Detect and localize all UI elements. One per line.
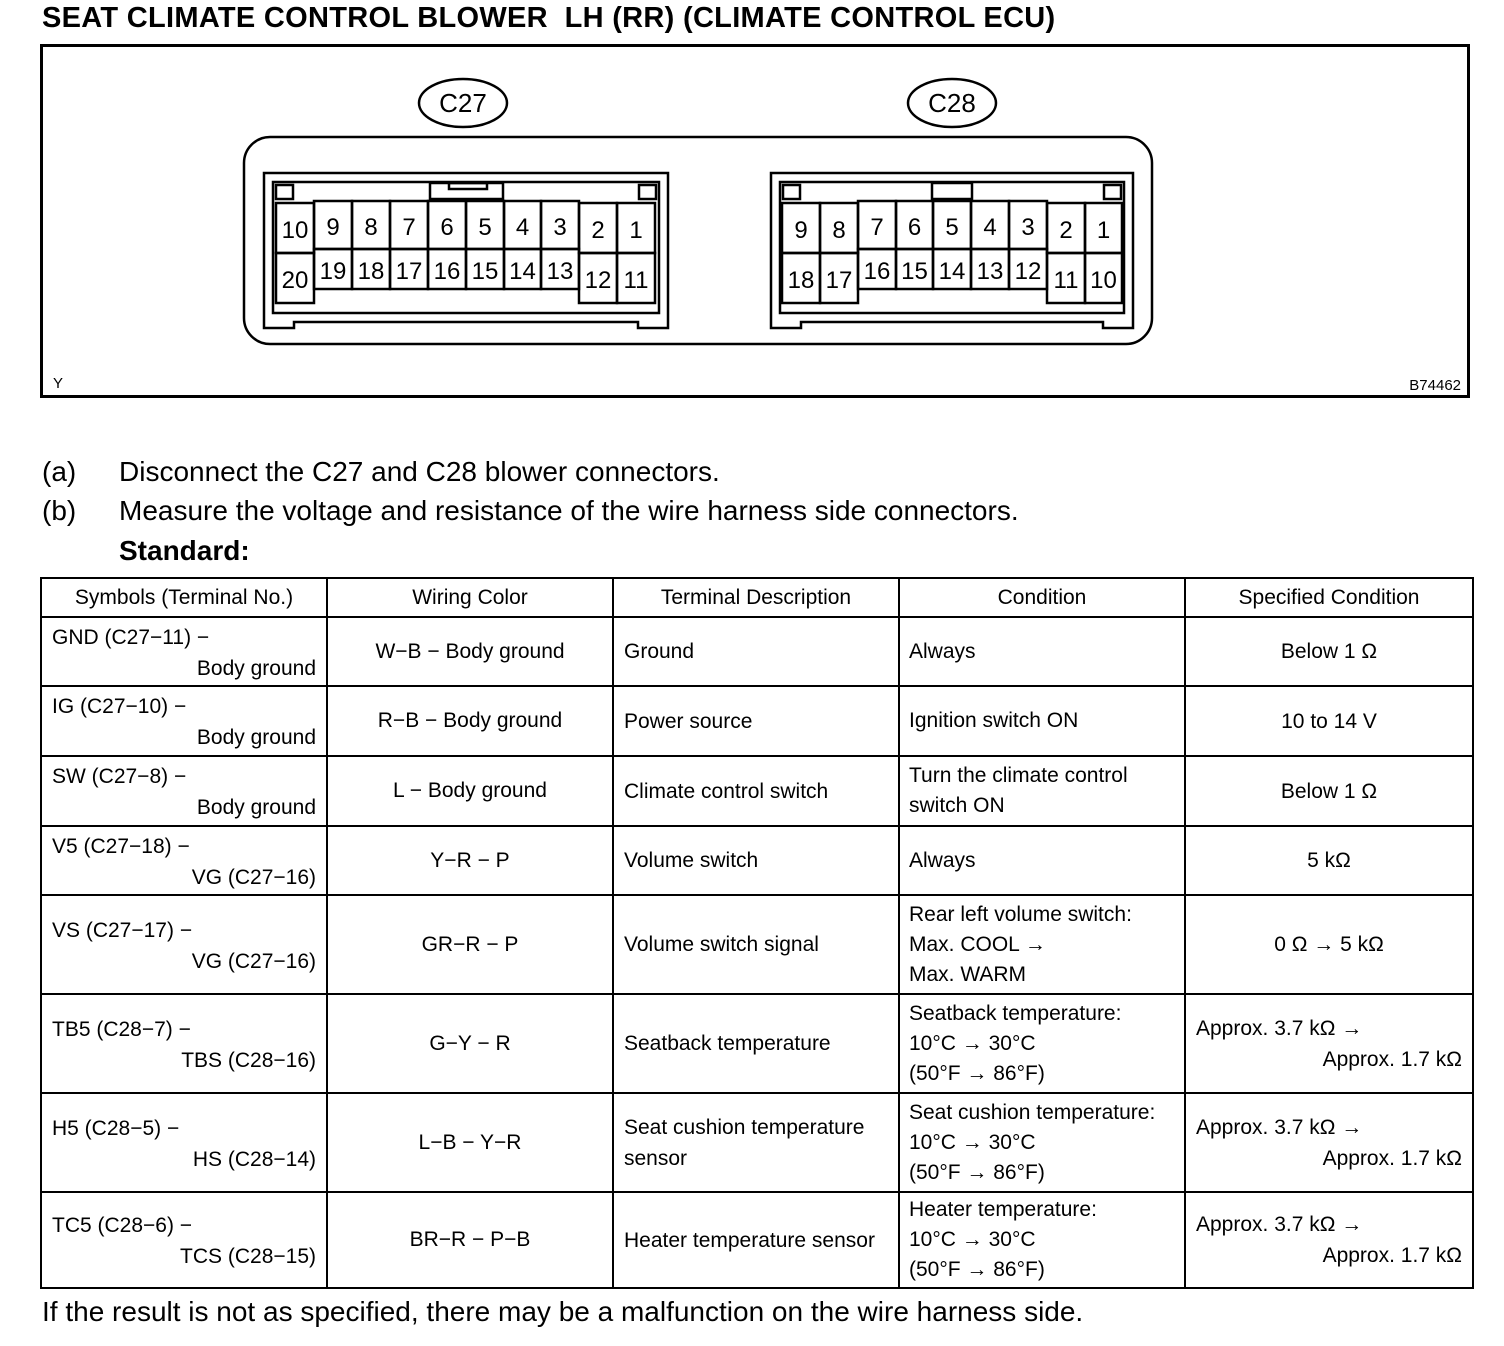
header-specified-condition: Specified Condition bbox=[1185, 578, 1473, 617]
terminal-number: 20 bbox=[281, 267, 309, 294]
cell-condition bbox=[899, 826, 1185, 895]
cell-symbols bbox=[41, 756, 327, 826]
connector-figure bbox=[40, 44, 1470, 398]
terminal-number: 1 bbox=[629, 217, 643, 244]
terminal-number: 8 bbox=[364, 214, 378, 241]
step-label: (a) bbox=[42, 456, 77, 487]
lock-tab bbox=[783, 185, 800, 199]
table-row bbox=[41, 1192, 1473, 1288]
key-notch bbox=[449, 183, 487, 189]
cell-condition bbox=[899, 756, 1185, 826]
lock-tab bbox=[276, 185, 293, 199]
spec-value: 5 kΩ bbox=[1307, 849, 1351, 872]
terminal-number: 13 bbox=[546, 258, 574, 285]
condition-text: Turn the climate control switch ON bbox=[909, 764, 1128, 817]
terminal-number: 12 bbox=[584, 267, 612, 294]
step-a bbox=[42, 452, 1019, 491]
key-tab bbox=[430, 183, 503, 199]
cell-condition bbox=[899, 686, 1185, 756]
terminal-number: 2 bbox=[591, 217, 605, 244]
lock-tab bbox=[1104, 185, 1121, 199]
terminal-number: 11 bbox=[1053, 267, 1079, 294]
cell-terminal-description: Climate control switch bbox=[613, 756, 899, 826]
table-body bbox=[41, 617, 1473, 1288]
terminal-number: 4 bbox=[983, 214, 997, 241]
cell-specified-condition bbox=[1185, 895, 1473, 994]
cell-wiring-color: Y−R − P bbox=[327, 826, 613, 895]
terminal-number: 9 bbox=[794, 217, 808, 244]
step-text: Disconnect the C27 and C28 blower connectors. bbox=[119, 456, 720, 487]
spec-value: Below 1 Ω bbox=[1280, 640, 1378, 663]
terminal-number: 18 bbox=[357, 258, 385, 285]
cell-wiring-color: BR−R − P−B bbox=[327, 1192, 613, 1288]
terminal-number: 5 bbox=[945, 214, 959, 241]
spec-value-2: Approx. 1.7 kΩ bbox=[1322, 1244, 1462, 1267]
cell-symbols bbox=[41, 826, 327, 895]
terminal-number: 5 bbox=[478, 214, 492, 241]
cell-symbols bbox=[41, 1093, 327, 1192]
terminal-number: 8 bbox=[832, 217, 846, 244]
spec-value: 0 Ω → 5 kΩ bbox=[1274, 933, 1384, 956]
spec-table bbox=[40, 577, 1474, 1289]
cell-wiring-color: W−B − Body ground bbox=[327, 617, 613, 686]
cell-specified-condition bbox=[1185, 756, 1473, 826]
table-row bbox=[41, 895, 1473, 994]
terminal-number: 11 bbox=[623, 267, 649, 294]
condition-text: Always bbox=[909, 848, 976, 872]
condition-text: Always bbox=[909, 639, 976, 663]
header-terminal-description: Terminal Description bbox=[613, 578, 899, 617]
spec-value: Approx. 3.7 kΩ → bbox=[1196, 1213, 1363, 1236]
symbol-ground: TCS (C28−15) bbox=[180, 1245, 316, 1268]
spec-value: Below 1 Ω bbox=[1280, 779, 1378, 803]
cell-condition bbox=[899, 895, 1185, 994]
cell-terminal-description: Seatback temperature bbox=[613, 994, 899, 1093]
procedure-steps bbox=[42, 452, 1019, 530]
terminal-number: 7 bbox=[870, 214, 884, 241]
cell-specified-condition bbox=[1185, 826, 1473, 895]
symbol-ground: TBS (C28−16) bbox=[181, 1048, 316, 1072]
terminal-number: 9 bbox=[326, 214, 340, 241]
spec-value: Approx. 3.7 kΩ → bbox=[1196, 1016, 1363, 1040]
spec-value-2: Approx. 1.7 kΩ bbox=[1322, 1146, 1462, 1170]
spec-value-2: Approx. 1.7 kΩ bbox=[1322, 1047, 1462, 1071]
cell-specified-condition bbox=[1185, 994, 1473, 1093]
table-row bbox=[41, 1093, 1473, 1192]
terminal-number: 10 bbox=[281, 217, 309, 244]
cell-specified-condition bbox=[1185, 1192, 1473, 1288]
connector-label: C27 bbox=[439, 88, 487, 118]
condition-text: Seat cushion temperature: 10°C → 30°C (50°F → 86°F) bbox=[909, 1100, 1156, 1184]
terminal-number: 19 bbox=[319, 258, 347, 285]
cell-condition bbox=[899, 1192, 1185, 1288]
key-tab bbox=[932, 183, 972, 199]
cell-wiring-color: L−B − Y−R bbox=[327, 1093, 613, 1192]
lock-tab bbox=[639, 185, 656, 199]
step-label: (b) bbox=[42, 495, 77, 526]
cell-condition bbox=[899, 617, 1185, 686]
terminal-number: 12 bbox=[1014, 258, 1042, 285]
symbol-terminal: H5 (C28−5) − bbox=[52, 1116, 180, 1140]
symbol-terminal: V5 (C27−18) − bbox=[52, 834, 190, 858]
figure-code: B74462 bbox=[1409, 377, 1461, 394]
terminal-number: 17 bbox=[395, 258, 423, 285]
table-row bbox=[41, 756, 1473, 826]
standard-label: Standard: bbox=[119, 535, 250, 566]
cell-wiring-color: R−B − Body ground bbox=[327, 686, 613, 756]
condition-text: Heater temperature: 10°C → 30°C (50°F → 86°F) bbox=[909, 1198, 1097, 1281]
terminal-number: 15 bbox=[901, 258, 928, 285]
terminal-number: 15 bbox=[471, 258, 499, 285]
cell-symbols bbox=[41, 994, 327, 1093]
symbol-terminal: TB5 (C28−7) − bbox=[52, 1017, 191, 1041]
condition-text: Seatback temperature: 10°C → 30°C (50°F → 86°F) bbox=[909, 1001, 1122, 1085]
cell-symbols bbox=[41, 1192, 327, 1288]
terminal-number: 6 bbox=[907, 214, 922, 241]
cell-wiring-color: GR−R − P bbox=[327, 895, 613, 994]
cell-terminal-description: Ground bbox=[613, 617, 899, 686]
header-condition: Condition bbox=[899, 578, 1185, 617]
terminal-number: 17 bbox=[825, 267, 853, 294]
terminal-number: 2 bbox=[1059, 217, 1073, 244]
connector-diagram bbox=[43, 47, 1467, 395]
symbol-ground: VG (C27−16) bbox=[191, 949, 316, 973]
symbol-terminal: TC5 (C28−6) − bbox=[52, 1214, 193, 1237]
symbol-terminal: SW (C27−8) − bbox=[52, 765, 187, 788]
symbol-terminal: VS (C27−17) − bbox=[52, 918, 193, 942]
terminal-number: 1 bbox=[1096, 217, 1111, 244]
terminal-number: 3 bbox=[1021, 214, 1035, 241]
header-wiring-color: Wiring Color bbox=[327, 578, 613, 617]
symbol-ground: VG (C27−16) bbox=[191, 865, 316, 889]
page-title: SEAT CLIMATE CONTROL BLOWER LH (RR) (CLIMATE CONTROL ECU) bbox=[42, 2, 1056, 34]
connector-shell bbox=[771, 173, 1133, 328]
symbol-ground: Body ground bbox=[196, 796, 316, 819]
cell-condition bbox=[899, 1093, 1185, 1192]
terminal-number: 7 bbox=[402, 214, 416, 241]
table-row bbox=[41, 686, 1473, 756]
symbol-ground: Body ground bbox=[196, 726, 316, 749]
spec-value: 10 to 14 V bbox=[1281, 709, 1377, 733]
table-row bbox=[41, 994, 1473, 1093]
terminal-number: 16 bbox=[433, 258, 461, 285]
terminal-number: 16 bbox=[863, 258, 891, 285]
figure-corner-label: Y bbox=[53, 375, 64, 392]
terminal-number: 18 bbox=[787, 267, 815, 294]
symbol-ground: Body ground bbox=[196, 656, 316, 680]
cell-terminal-description: Volume switch bbox=[613, 826, 899, 895]
condition-text: Rear left volume switch: Max. COOL → Max. WARM bbox=[909, 902, 1132, 986]
terminal-number: 14 bbox=[509, 258, 536, 285]
footer-note: If the result is not as specified, there may be a malfunction on the wire harness side. bbox=[42, 1296, 1084, 1327]
cell-condition bbox=[899, 994, 1185, 1093]
cell-terminal-description: Volume switch signal bbox=[613, 895, 899, 994]
cell-specified-condition bbox=[1185, 617, 1473, 686]
header-symbols: Symbols (Terminal No.) bbox=[41, 578, 327, 617]
terminal-number: 13 bbox=[976, 258, 1004, 285]
terminal-number: 3 bbox=[553, 214, 567, 241]
cell-symbols bbox=[41, 617, 327, 686]
symbol-ground: HS (C28−14) bbox=[192, 1147, 316, 1171]
terminal-number: 10 bbox=[1090, 267, 1117, 294]
symbol-terminal: GND (C27−11) − bbox=[52, 625, 210, 649]
table-row bbox=[41, 617, 1473, 686]
spec-value: Approx. 3.7 kΩ → bbox=[1196, 1115, 1363, 1139]
cell-wiring-color: G−Y − R bbox=[327, 994, 613, 1093]
step-text: Measure the voltage and resistance of the wire harness side connectors. bbox=[119, 495, 1019, 526]
symbol-terminal: IG (C27−10) − bbox=[52, 695, 187, 718]
cell-terminal-description: Power source bbox=[613, 686, 899, 756]
terminal-number: 4 bbox=[515, 214, 530, 241]
cell-terminal-description: Heater temperature sensor bbox=[613, 1192, 899, 1288]
cell-terminal-description: Seat cushion temperature sensor bbox=[613, 1093, 899, 1192]
terminal-number: 6 bbox=[440, 214, 454, 241]
step-b bbox=[42, 491, 1019, 530]
cell-specified-condition bbox=[1185, 1093, 1473, 1192]
connector-label: C28 bbox=[928, 88, 976, 118]
table-row bbox=[41, 826, 1473, 895]
terminal-number: 14 bbox=[938, 258, 966, 285]
cell-symbols bbox=[41, 686, 327, 756]
condition-text: Ignition switch ON bbox=[909, 709, 1079, 732]
cell-symbols bbox=[41, 895, 327, 994]
cell-specified-condition bbox=[1185, 686, 1473, 756]
cell-wiring-color: L − Body ground bbox=[327, 756, 613, 826]
table-header-row bbox=[41, 578, 1473, 617]
